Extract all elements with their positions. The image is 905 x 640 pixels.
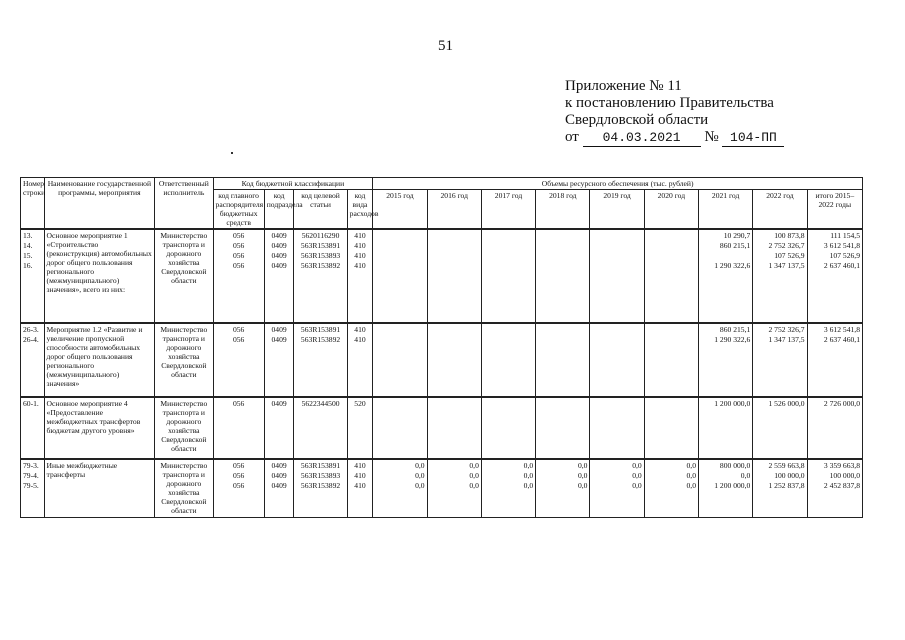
measure-name: Иные межбюджетные трансферты: [44, 459, 155, 517]
code-target-cells: 5620116290 563R153891 563R153893 563R153892: [294, 229, 347, 323]
measure-name: Основное мероприятие 4 «Предоставление межбюджетных трансфертов бюджетам другого уровня»: [44, 397, 155, 459]
value-2018-cells: [536, 229, 590, 323]
value-2016-cells: [427, 397, 481, 459]
code-target-cells: 5622344500: [294, 397, 347, 459]
value-2020-cells: [644, 397, 698, 459]
code-sub-cells: 0409 0409: [264, 323, 294, 397]
code-type-cells: 410 410 410 410: [347, 229, 373, 323]
row-numbers: 26-3. 26-4.: [21, 323, 45, 397]
value-2017-cells: [481, 323, 535, 397]
value-2020-cells: [644, 229, 698, 323]
code-type-cells: 520: [347, 397, 373, 459]
number-prefix: №: [704, 129, 719, 145]
row-numbers: 60-1.: [21, 397, 45, 459]
value-2019-cells: [590, 229, 644, 323]
executor-name: Министерство транспорта и дорожного хозяйства Свердловской области: [155, 323, 213, 397]
row-numbers: 13. 14. 15. 16.: [21, 229, 45, 323]
code-main-cells: 056 056 056 056: [213, 229, 264, 323]
value-total-cells: 3 359 663,8 100 000,0 2 452 837,8: [807, 459, 862, 517]
code-main-cells: 056: [213, 397, 264, 459]
appendix-date-line: [565, 129, 784, 147]
header-budget-code-group: Код бюджетной классификации: [213, 178, 373, 190]
value-2019-cells: [590, 323, 644, 397]
value-total-cells: 3 612 541,8 2 637 460,1: [807, 323, 862, 397]
measure-name: Мероприятие 1.2 «Развитие и увеличение пропускной способности автомобильных дорог общего пользования регионального (межмуниципального) значения»: [44, 323, 155, 397]
value-2021-cells: 1 200 000,0: [699, 397, 753, 459]
code-target-cells: 563R153891 563R153893 563R153892: [294, 459, 347, 517]
appendix-block: [565, 78, 784, 147]
header-volume-group: Объемы ресурсного обеспечения (тыс. рублей): [373, 178, 863, 190]
executor-name: Министерство транспорта и дорожного хозяйства Свердловской области: [155, 459, 213, 517]
value-total-cells: 2 726 000,0: [807, 397, 862, 459]
executor-name: Министерство транспорта и дорожного хозяйства Свердловской области: [155, 397, 213, 459]
value-2015-cells: 0,0 0,0 0,0: [373, 459, 427, 517]
header-name: Наименование государственной программы, мероприятия: [44, 178, 155, 230]
value-2022-cells: 2 752 326,7 1 347 137,5: [753, 323, 807, 397]
value-2018-cells: [536, 397, 590, 459]
table-row-group: [21, 323, 863, 397]
value-2021-cells: 10 290,7 860 215,1 1 290 322,6: [699, 229, 753, 323]
value-2016-cells: 0,0 0,0 0,0: [427, 459, 481, 517]
page-number: 51: [438, 38, 453, 54]
header-code-sub: код подраздела: [264, 190, 294, 230]
header-executor: Ответственный исполнитель: [155, 178, 213, 230]
value-2017-cells: 0,0 0,0 0,0: [481, 459, 535, 517]
header-2020: 2020 год: [644, 190, 698, 230]
header-2019: 2019 год: [590, 190, 644, 230]
code-main-cells: 056 056: [213, 323, 264, 397]
executor-name: Министерство транспорта и дорожного хозяйства Свердловской области: [155, 229, 213, 323]
header-code-main: код главного распорядителя бюджетных средств: [213, 190, 264, 230]
value-2016-cells: [427, 229, 481, 323]
value-total-cells: 111 154,5 3 612 541,8 107 526,9 2 637 460,1: [807, 229, 862, 323]
value-2019-cells: 0,0 0,0 0,0: [590, 459, 644, 517]
code-sub-cells: 0409 0409 0409 0409: [264, 229, 294, 323]
appendix-resolution: к постановлению Правительства: [565, 95, 774, 111]
value-2022-cells: 1 526 000,0: [753, 397, 807, 459]
code-target-cells: 563R153891 563R153892: [294, 323, 347, 397]
table-header: [21, 178, 863, 230]
header-code-target: код целевой статьи: [294, 190, 347, 230]
date-prefix: от: [565, 129, 579, 145]
code-type-cells: 410 410 410: [347, 459, 373, 517]
table-row-group: [21, 397, 863, 459]
value-2021-cells: 860 215,1 1 290 322,6: [699, 323, 753, 397]
appendix-region: Свердловской области: [565, 112, 709, 128]
header-2022: 2022 год: [753, 190, 807, 230]
value-2022-cells: 2 559 663,8 100 000,0 1 252 837,8: [753, 459, 807, 517]
value-2018-cells: 0,0 0,0 0,0: [536, 459, 590, 517]
header-code-type: код вида расходов: [347, 190, 373, 230]
scan-speck: [231, 152, 233, 154]
measure-name: Основное мероприятие 1 «Строительство (реконструкция) автомобильных дорог общего пользования регионального (межмуниципального) значения», всего из них:: [44, 229, 155, 323]
value-2020-cells: 0,0 0,0 0,0: [644, 459, 698, 517]
value-2015-cells: [373, 397, 427, 459]
appendix-title: Приложение № 11: [565, 78, 682, 94]
header-2017: 2017 год: [481, 190, 535, 230]
resolution-date: 04.03.2021: [583, 129, 701, 147]
value-2022-cells: 100 873,8 2 752 326,7 107 526,9 1 347 137,5: [753, 229, 807, 323]
header-2018: 2018 год: [536, 190, 590, 230]
header-2016: 2016 год: [427, 190, 481, 230]
value-2017-cells: [481, 397, 535, 459]
header-total: итого 2015–2022 годы: [807, 190, 862, 230]
value-2018-cells: [536, 323, 590, 397]
header-2021: 2021 год: [699, 190, 753, 230]
header-2015: 2015 год: [373, 190, 427, 230]
code-sub-cells: 0409 0409 0409: [264, 459, 294, 517]
table-row-group: [21, 229, 863, 323]
value-2015-cells: [373, 229, 427, 323]
header-row-no: Номер строки: [21, 178, 45, 230]
resource-table: [20, 177, 863, 518]
value-2015-cells: [373, 323, 427, 397]
resolution-number: 104-ПП: [722, 129, 784, 147]
value-2021-cells: 800 000,0 0,0 1 200 000,0: [699, 459, 753, 517]
code-main-cells: 056 056 056: [213, 459, 264, 517]
code-sub-cells: 0409: [264, 397, 294, 459]
code-type-cells: 410 410: [347, 323, 373, 397]
value-2017-cells: [481, 229, 535, 323]
value-2020-cells: [644, 323, 698, 397]
row-numbers: 79-3. 79-4. 79-5.: [21, 459, 45, 517]
value-2016-cells: [427, 323, 481, 397]
value-2019-cells: [590, 397, 644, 459]
table-row-group: [21, 459, 863, 517]
